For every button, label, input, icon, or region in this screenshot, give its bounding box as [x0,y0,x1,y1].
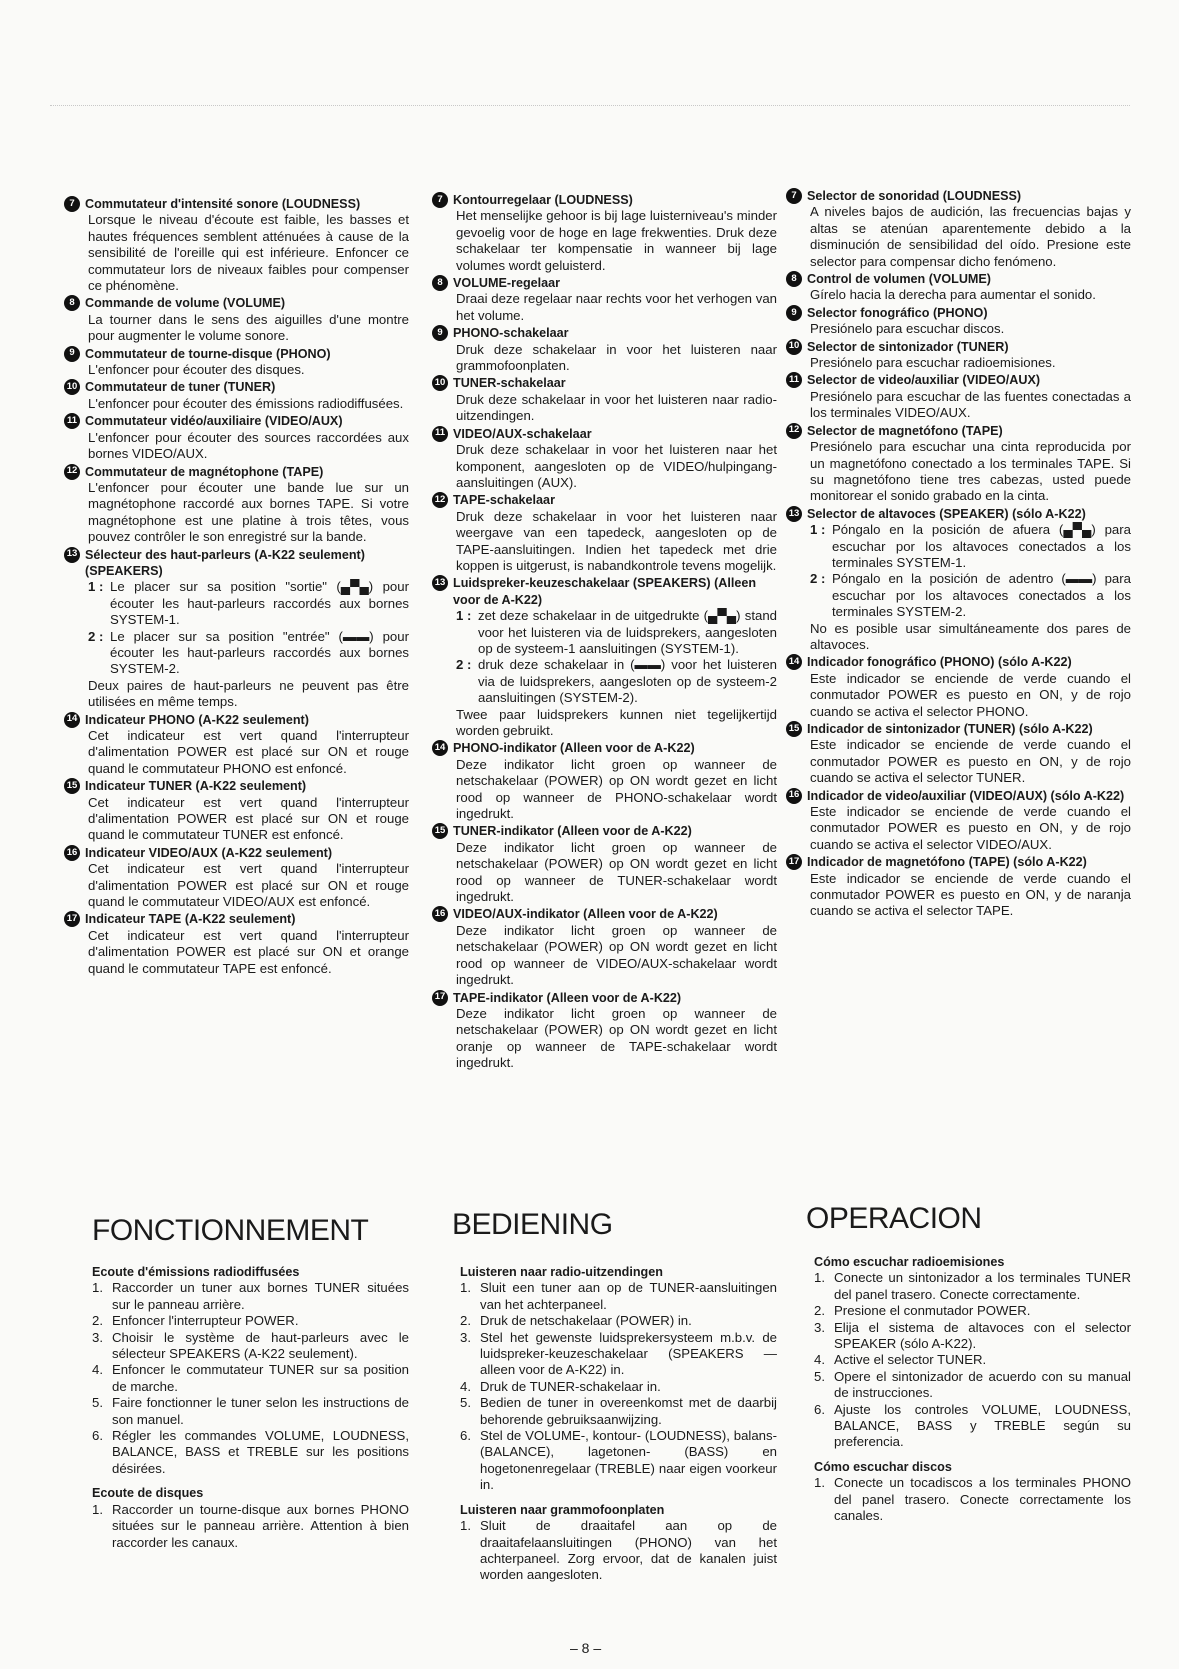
item-number-badge: 8 [786,271,802,287]
step-text: Stel de VOLUME-, kontour- (LOUDNESS), balans- (BALANCE), lagetonen- (BASS) en hogetonenregelaar (TREBLE) naar eigen voorkeur in. [480,1428,777,1493]
step-item [92,1428,409,1477]
control-title: Selector de sonoridad (LOUDNESS) [807,189,1022,203]
control-heading [64,547,409,580]
control-description: Deze indikator licht groen op wanneer de netschakelaar (POWER) op ON wordt gezet en licht rood op wanneer de VIDEO/AUX-schakelaar wordt ingedrukt. [456,922,777,988]
step-item [814,1369,1131,1402]
control-description: Deze indikator licht groen op wanneer de netschakelaar (POWER) op ON wordt gezet en licht rood op wanneer de TUNER-schakelaar wordt ingedrukt. [456,839,777,905]
control-description: A niveles bajos de audición, las frecuencias bajas y altas se atenúan aparentemente debido a la disminución de sensibilidad del oído. Presione este selector para compensar dicho fenómeno. [810,204,1131,269]
control-title: Commutateur de tuner (TUNER) [85,380,276,395]
control-heading [786,339,1131,355]
step-item [460,1379,777,1395]
control-heading [786,854,1131,870]
control-item [432,492,777,574]
control-option [786,571,1131,620]
item-number-badge: 15 [432,823,448,839]
item-number-badge: 12 [432,492,448,508]
step-text: Stel het gewenste luidsprekersysteem m.b.v. de luidspreker-keuzeschakelaar (SPEAKERS — alleen voor de A-K22) in. [480,1329,777,1378]
step-item [460,1518,777,1584]
control-description: L'enfoncer pour écouter une bande lue sur un magnétophone raccordé aux bornes TAPE. Si votre magnétophone est une platine à trois têtes, vous pouvez contrôler le son enregistré sur la bande. [88,479,409,545]
item-number-badge: 14 [432,740,448,756]
step-number: 1. [460,1280,471,1296]
spanish-controls-column [786,188,1131,921]
control-title: Indicador fonográfico (PHONO) (sólo A-K22) [807,655,1072,670]
step-text: Opere el sintonizador de acuerdo con su manual de instrucciones. [834,1368,1131,1401]
control-description: Deze indikator licht groen op wanneer de netschakelaar (POWER) op ON wordt gezet en licht oranje op wanneer de TAPE-schakelaar wordt ingedrukt. [456,1005,777,1071]
step-number: 3. [92,1329,103,1345]
item-number-badge: 16 [786,788,802,804]
step-number: 6. [814,1401,825,1417]
item-number-badge: 8 [64,295,80,311]
option-label: 2 : [88,628,104,644]
step-item [460,1395,777,1428]
control-heading [786,188,1131,204]
step-text: Régler les commandes VOLUME, LOUDNESS, BALANCE, BASS et TREBLE sur les positions désirées. [112,1428,409,1476]
control-item [786,305,1131,338]
control-item [64,712,409,778]
step-text: Elija el sistema de altavoces con el selector SPEAKER (sólo A-K22). [834,1319,1131,1352]
control-title: Kontourregelaar (LOUDNESS) [453,193,633,207]
step-number: 1. [92,1280,103,1296]
item-number-badge: 14 [786,654,802,670]
step-list [786,1475,1131,1524]
step-list [64,1502,409,1551]
control-heading [64,712,409,728]
item-number-badge: 9 [786,305,802,321]
control-item [432,823,777,905]
control-title: Indicateur PHONO (A-K22 seulement) [85,712,309,727]
item-number-badge: 13 [64,547,80,563]
control-description: La tourner dans le sens des aiguilles d'une montre pour augmenter le volume sonore. [88,311,409,344]
control-description: L'enfoncer pour écouter des émissions radiodiffusées. [88,395,404,411]
control-item [432,275,777,324]
control-item [64,845,409,911]
control-description: L'enfoncer pour écouter des disques. [88,362,305,378]
control-description: L'enfoncer pour écouter des sources raccordées aux bornes VIDEO/AUX. [88,429,409,462]
step-item [460,1280,777,1313]
section-heading: Cómo escuchar discos [814,1459,952,1474]
control-note: Deux paires de haut-parleurs ne peuvent pas être utilisées en même temps. [88,677,409,710]
step-item [460,1330,777,1379]
step-list [64,1280,409,1477]
item-number-badge: 12 [64,464,80,480]
operation-title-es: OPERACION [806,1202,982,1235]
control-title: TAPE-schakelaar [453,493,555,508]
control-heading [786,305,1131,321]
step-item [92,1395,409,1428]
control-description: Cet indicateur est vert quand l'interrupteur d'alimentation POWER est placé sur ON et orange quand le commutateur TAPE est enfoncé. [88,927,409,976]
item-number-badge: 15 [64,778,80,794]
section-heading: Luisteren naar radio-uitzendingen [460,1265,663,1279]
item-number-badge: 11 [64,413,80,429]
step-number: 4. [814,1352,825,1368]
control-item [64,196,409,294]
control-description: Cet indicateur est vert quand l'interrupteur d'alimentation POWER est placé sur ON et rouge quand le commutateur VIDEO/AUX est enfoncé. [88,861,409,910]
control-item [786,506,1131,654]
item-number-badge: 17 [432,990,448,1006]
step-text: Choisir le système de haut-parleurs avec le sélecteur SPEAKERS (A-K22 seulement). [112,1329,409,1362]
control-title: Sélecteur des haut-parleurs (A-K22 seulement) (SPEAKERS) [85,547,365,578]
item-number-badge: 7 [432,192,448,208]
control-heading [786,788,1131,804]
control-heading [64,295,409,311]
item-number-badge: 11 [432,426,448,442]
control-heading [432,823,777,839]
control-heading [786,721,1131,737]
control-title: Commutateur de tourne-disque (PHONO) [85,346,331,361]
item-number-badge: 10 [432,375,448,391]
step-number: 2. [814,1303,825,1319]
control-heading [64,464,409,480]
operation-title-fr: FONCTIONNEMENT [92,1214,369,1247]
control-item [64,778,409,844]
step-text: Raccorder un tourne-disque aux bornes PHONO situées sur le panneau arrière. Attention à bien raccorder les canaux. [112,1501,409,1550]
control-item [64,346,409,379]
dutch-operation-column [432,1210,777,1584]
step-item [814,1270,1131,1303]
control-item [432,575,777,739]
control-heading [64,845,409,861]
step-text: Conecte un tocadiscos a los terminales PHONO del panel trasero. Conecte correctamente los canales. [834,1475,1131,1524]
control-item [786,788,1131,854]
step-number: 4. [92,1362,103,1378]
control-heading [432,275,777,291]
option-label: 1 : [88,579,104,595]
step-item [814,1475,1131,1524]
control-description: Druk deze schakelaar in voor het luisteren naar het komponent, aangesloten op de VIDEO/hulpingang-aansluitingen (AUX). [456,442,777,490]
step-text: Presione el conmutador POWER. [834,1303,1031,1319]
control-description: Cet indicateur est vert quand l'interrupteur d'alimentation POWER est placé sur ON et rouge quand le commutateur PHONO est enfoncé. [88,728,409,776]
item-number-badge: 11 [786,372,802,388]
control-title: Commutateur de magnétophone (TAPE) [85,464,324,479]
control-title: TAPE-indikator (Alleen voor de A-K22) [453,990,682,1005]
step-item [92,1330,409,1363]
control-item [432,740,777,822]
control-title: Indicateur VIDEO/AUX (A-K22 seulement) [85,845,333,860]
section-heading: Cómo escuchar radioemisiones [814,1255,1005,1269]
page-number: – 8 – [570,1640,602,1656]
control-item [432,325,777,374]
step-text: Ajuste los controles VOLUME, LOUDNESS, BALANCE, BASS y TREBLE según su preferencia. [834,1401,1131,1450]
control-heading [432,575,777,608]
option-label: 2 : [810,571,826,587]
control-title: Control de volumen (VOLUME) [807,272,992,287]
item-number-badge: 10 [786,339,802,355]
control-item [786,721,1131,787]
step-number: 1. [814,1475,825,1491]
french-operation-column [64,1210,409,1551]
top-scan-line [50,105,1130,106]
step-text: Druk de netschakelaar (POWER) in. [480,1313,692,1329]
step-text: Druk de TUNER-schakelaar in. [480,1378,661,1394]
step-number: 6. [460,1428,471,1444]
section-heading: Ecoute de disques [92,1486,204,1501]
control-heading [432,906,777,922]
item-number-badge: 17 [64,911,80,927]
step-number: 2. [460,1313,471,1329]
control-description: Cet indicateur est vert quand l'interrupteur d'alimentation POWER est placé sur ON et rouge quand le commutateur TUNER est enfoncé. [88,794,409,843]
step-item [92,1313,409,1329]
control-title: Selector de magnetófono (TAPE) [807,423,1003,438]
control-title: PHONO-indikator (Alleen voor de A-K22) [453,741,695,756]
option-label: 1 : [456,608,472,624]
step-text: Faire fonctionner le tuner selon les instructions de son manuel. [112,1395,409,1427]
step-text: Sluit een tuner aan op de TUNER-aansluitingen van het achterpaneel. [480,1280,777,1312]
control-heading [432,325,777,341]
control-title: VOLUME-regelaar [453,276,561,291]
control-title: PHONO-schakelaar [453,326,569,341]
control-title: Selector de altavoces (SPEAKER) (sólo A-K22) [807,506,1086,521]
step-text: Bedien de tuner in overeenkomst met de daarbij behorende gebruiksaanwijzing. [480,1395,777,1427]
section-heading: Ecoute d'émissions radiodiffusées [92,1265,300,1279]
step-item [814,1303,1131,1319]
step-item [92,1502,409,1551]
control-heading [432,492,777,508]
control-option [786,522,1131,571]
step-text: Enfoncer le commutateur TUNER sur sa position de marche. [112,1362,409,1394]
operation-title-nl: BEDIENING [452,1208,613,1241]
control-title: Selector de video/auxiliar (VIDEO/AUX) [807,373,1041,388]
control-description: Druk deze schakelaar in voor het luisteren naar weergave van een tapedeck, aangesloten op de TAPE-aansluitingen. Indien het tapedeck met drie koppen is uitgerust, is nabandkontrole tevens mogelijk. [456,508,777,573]
control-title: Indicateur TUNER (A-K22 seulement) [85,779,307,794]
option-text: Le placer sur sa position "entrée" (▬▬) pour écouter les haut-parleurs raccordés aux bornes SYSTEM-2. [110,628,409,677]
control-description: Deze indikator licht groen op wanneer de netschakelaar (POWER) op ON wordt gezet en licht rood op wanneer de PHONO-schakelaar wordt ingedrukt. [456,756,777,822]
step-text: Enfoncer l'interrupteur POWER. [112,1313,299,1329]
step-item [460,1428,777,1494]
control-description: Draai deze regelaar naar rechts voor het verhogen van het volume. [456,291,777,323]
control-note: Twee paar luidsprekers kunnen niet tegelijkertijd worden gebruikt. [456,706,777,738]
control-item [432,990,777,1072]
step-number: 5. [460,1395,471,1411]
control-description: Lorsque le niveau d'écoute est faible, les basses et hautes fréquences semblent atténuées à cause de la sensibilité de l'oreille qui est inférieure. Enfoncer ce commutateur lors de niveaux faibles pour compenser ce phénomène. [88,212,409,294]
step-item [814,1352,1131,1368]
control-heading [64,911,409,927]
control-title: Indicateur TAPE (A-K22 seulement) [85,912,296,927]
control-title: VIDEO/AUX-schakelaar [453,426,592,441]
spanish-operation-column [786,1200,1131,1525]
step-text: Sluit de draaitafel aan op de draaitafelaansluitingen (PHONO) van het achterpaneel. Zorg ervoor, dat de kanalen juist worden aangesloten. [480,1518,777,1583]
control-item [786,271,1131,304]
step-number: 2. [92,1313,103,1329]
control-item [64,911,409,977]
control-description: Presiónelo para escuchar discos. [810,321,1005,337]
step-item [814,1402,1131,1451]
control-title: VIDEO/AUX-indikator (Alleen voor de A-K22) [453,907,718,922]
control-heading [432,426,777,442]
control-item [786,339,1131,372]
control-heading [432,375,777,391]
step-number: 5. [814,1368,825,1384]
control-item [786,423,1131,505]
control-title: Selector fonográfico (PHONO) [807,305,988,320]
step-text: Active el selector TUNER. [834,1352,987,1368]
control-item [64,547,409,711]
control-heading [64,379,409,395]
control-heading [64,413,409,429]
step-number: 4. [460,1378,471,1394]
step-number: 5. [92,1395,103,1411]
dutch-controls-column [432,192,777,1073]
option-text: Póngalo en la posición de afuera (▄▀▄) para escuchar por los altavoces conectados a los terminales SYSTEM-1. [832,522,1131,570]
item-number-badge: 13 [432,575,448,591]
control-title: Luidspreker-keuzeschakelaar (SPEAKERS) (Alleen voor de A-K22) [453,576,757,607]
step-text: Raccorder un tuner aux bornes TUNER situées sur le panneau arrière. [112,1280,409,1312]
control-item [786,372,1131,421]
control-heading [64,778,409,794]
control-option [432,657,777,706]
control-description: Presiónelo para escuchar de las fuentes conectadas a los terminales VIDEO/AUX. [810,388,1131,421]
item-number-badge: 9 [64,346,80,362]
step-number: 1. [814,1270,825,1286]
control-heading [786,654,1131,670]
french-controls-column [64,196,409,978]
control-item [786,654,1131,720]
control-description: Het menselijke gehoor is bij lage luisterniveau's minder gevoelig voor de hoge en lage frekwenties. Druk deze schakelaar ter kompensatie in wanneer bij lage volumes wordt geluisterd. [456,208,777,273]
control-title: Selector de sintonizador (TUNER) [807,339,1009,354]
control-note: No es posible usar simultáneamente dos pares de altavoces. [810,620,1131,652]
control-heading [432,990,777,1006]
control-heading [786,271,1131,287]
item-number-badge: 15 [786,721,802,737]
control-title: Commutateur vidéo/auxiliaire (VIDEO/AUX) [85,414,343,429]
control-description: Druk deze schakelaar in voor het luisteren naar grammofoonplaten. [456,341,777,374]
control-heading [786,372,1131,388]
control-heading [432,740,777,756]
item-number-badge: 7 [64,196,80,212]
control-description: Druk deze schakelaar in voor het luisteren naar radio-uitzendingen. [456,391,777,424]
control-item [432,375,777,424]
control-title: Commande de volume (VOLUME) [85,296,286,311]
item-number-badge: 7 [786,188,802,204]
step-number: 3. [814,1319,825,1335]
control-item [64,413,409,462]
option-text: Póngalo en la posición de adentro (▬▬) para escuchar por los altavoces conectados a los terminales SYSTEM-2. [832,571,1131,620]
control-heading [786,423,1131,439]
control-item [786,188,1131,270]
option-text: zet deze schakelaar in de uitgedrukte (▄▀▄) stand voor het luisteren via de luidsprekers, aangesloten op de systeem-1 aansluitingen (SYSTEM-1). [478,608,777,656]
control-title: Indicador de magnetófono (TAPE) (sólo A-K22) [807,855,1087,870]
option-text: druk deze schakelaar in (▬▬) voor het luisteren via de luidsprekers, aangesloten op de systeem-2 aansluitingen (SYSTEM-2). [478,657,777,706]
step-text: Conecte un sintonizador a los terminales TUNER del panel trasero. Conecte correctamente. [834,1270,1131,1302]
control-heading [64,196,409,212]
item-number-badge: 14 [64,712,80,728]
item-number-badge: 16 [64,845,80,861]
item-number-badge: 9 [432,325,448,341]
step-item [460,1313,777,1329]
step-list [786,1270,1131,1450]
control-title: TUNER-indikator (Alleen voor de A-K22) [453,824,692,839]
step-number: 1. [460,1518,471,1534]
control-heading [432,192,777,208]
control-item [64,295,409,344]
option-label: 1 : [810,522,826,538]
control-description: Presiónelo para escuchar radioemisiones. [810,355,1056,371]
section-heading: Luisteren naar grammofoonplaten [460,1502,665,1517]
step-number: 3. [460,1329,471,1345]
control-option [64,579,409,628]
control-item [64,464,409,546]
control-description: Este indicador se enciende de verde cuando el conmutador POWER es puesto en ON, y de rojo cuando se activa el selector PHONO. [810,670,1131,719]
control-item [64,379,409,412]
control-title: Commutateur d'intensité sonore (LOUDNESS) [85,197,361,211]
control-description: Este indicador se enciende de verde cuando el conmutador POWER es puesto en ON, y de naranja cuando se activa el selector TAPE. [810,870,1131,919]
option-text: Le placer sur sa position "sortie" (▄▀▄) pour écouter les haut-parleurs raccordés aux bornes SYSTEM-1. [110,579,409,628]
control-option [432,608,777,657]
control-title: Indicador de sintonizador (TUNER) (sólo A-K22) [807,722,1093,736]
step-number: 1. [92,1501,103,1517]
option-label: 2 : [456,657,472,673]
control-item [786,854,1131,920]
control-description: Gírelo hacia la derecha para aumentar el sonido. [810,287,1096,303]
step-item [92,1362,409,1395]
control-title: TUNER-schakelaar [453,376,566,391]
step-item [814,1320,1131,1353]
control-option [64,629,409,678]
step-list [432,1518,777,1584]
control-description: Presiónelo para escuchar una cinta reproducida por un magnetófono conectado a los terminales TAPE. Si su magnetófono tiene tres cabezas, usted puede monitorear el sonido grabado en la cinta. [810,439,1131,504]
step-number: 6. [92,1428,103,1444]
item-number-badge: 17 [786,854,802,870]
item-number-badge: 10 [64,379,80,395]
control-item [432,192,777,274]
control-title: Indicador de video/auxiliar (VIDEO/AUX) (sólo A-K22) [807,788,1125,803]
control-heading [64,346,409,362]
item-number-badge: 12 [786,423,802,439]
control-heading [786,506,1131,522]
control-item [432,906,777,988]
step-list [432,1280,777,1493]
control-description: Este indicador se enciende de verde cuando el conmutador POWER es puesto en ON, y de rojo cuando se activa el selector VIDEO/AUX. [810,804,1131,852]
item-number-badge: 16 [432,906,448,922]
control-description: Este indicador se enciende de verde cuando el conmutador POWER es puesto en ON, y de rojo cuando se activa el selector TUNER. [810,737,1131,786]
item-number-badge: 13 [786,506,802,522]
control-item [432,426,777,492]
step-item [92,1280,409,1313]
item-number-badge: 8 [432,275,448,291]
